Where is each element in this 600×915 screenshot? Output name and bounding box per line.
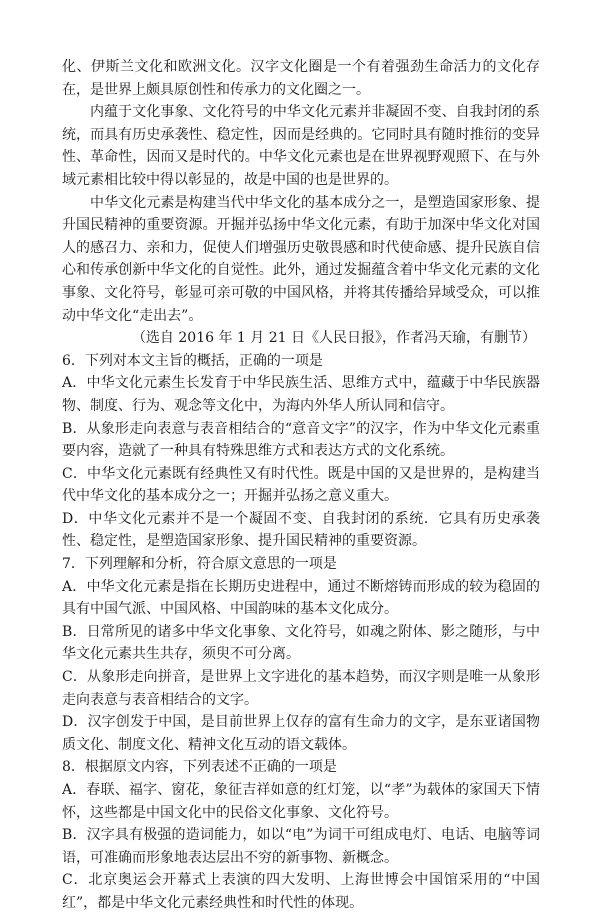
question-8-option-c: C．北京奥运会开幕式上表演的四大发明、上海世博会中国馆采用的“中国红”，都是中华文化元素经典性和时代性的体现。 (62, 872, 540, 911)
question-7 (62, 553, 540, 756)
passage-paragraph-2: 内蕴于文化事象、文化符号的中华文化元素并非凝固不变、自我封闭的系统，而具有历史承袭性、稳定性，因而是经典的。它同时具有随时推衍的变异性、革命性，因而又是时代的。中华文化元素也是在世界视野观照下、在与外域元素相比较中得以彰显的，故是中国的也是世界的。 (62, 104, 540, 188)
question-6-option-b: B．从象形走向表意与表音相结合的“意音文字”的汉字，作为中华文化元素重要内容，造就了一种具有特殊思维方式和表达方式的文化系统。 (62, 420, 540, 460)
question-stem: 6．下列对本文主旨的概括，正确的一项是 (62, 352, 323, 369)
passage-paragraph-1: 化、伊斯兰文化和欧洲文化。汉字文化圈是一个有着强劲生命活力的文化存在，是世界上颇具原创性和传承力的文化圈之一。 (62, 59, 540, 98)
question-6-option-d: D．中华文化元素并不是一个凝固不变、自我封闭的系统．它具有历史承袭性、稳定性，是塑造国家形象、提升国民精神的重要资源。 (62, 510, 540, 550)
passage (62, 56, 540, 350)
passage-paragraph-3: 中华文化元素是构建当代中华文化的基本成分之一，是塑造国家形象、提升国民精神的重要资源。开掘并弘扬中华文化元素，有助于加深中华文化对国人的感召力、亲和力，促使人们增强历史敬畏感和时代使命感、提升民族自信心和传承创新中华文化的自觉性。此外，通过发掘蕴含着中华文化元素的文化事象、文化符号，彰显可亲可敬的中国风格，并将其传播给异域受众，可以推动中华文化“走出去”。 (62, 194, 540, 324)
question-stem: 8．根据原文内容，下列表述不正确的一项是 (62, 759, 337, 776)
question-6-option-a: A．中华文化元素生长发育于中华民族生活、思维方式中，蕴藏于中华民族器物、制度、行为、观念等文化中，为海内外华人所认同和信守。 (62, 375, 540, 414)
question-8-option-b: B．汉字具有极强的造词能力，如以“电”为词干可组成电灯、电话、电脑等词语，可准确而形象地表达层出不穷的新事物、新概念。 (62, 827, 540, 866)
question-7-option-b: B．日常所见的诸多中华文化事象、文化符号，如魂之附体、影之随形，与中华文化元素共生共存，须臾不可分离。 (62, 623, 540, 663)
question-7-option-d: D．汉字创发于中国，是目前世界上仅存的富有生命力的文字，是东亚诸国物质文化、制度文化、精神文化互动的语文载体。 (62, 714, 540, 753)
question-8 (62, 756, 540, 914)
question-7-option-c: C．从象形走向拼音，是世界上文字进化的基本趋势，而汉字则是唯一从象形走向表意与表音相结合的文字。 (62, 669, 540, 708)
source-citation: （选自 2016 年 1 月 21 日《人民日报》，作者冯天瑜，有删节） (131, 330, 536, 347)
question-8-option-a: A．春联、福字、窗花，象征吉祥如意的红灯笼，以“孝”为载体的家国天下情怀，这些都是中国文化中的民俗文化事象、文化符号。 (62, 782, 540, 821)
question-7-option-a: A．中华文化元素是指在长期历史进程中，通过不断熔铸而形成的较为稳固的具有中国气派、中国风格、中国韵味的基本文化成分。 (62, 578, 540, 618)
question-6-option-c: C．中华文化元素既有经典性又有时代性。既是中国的又是世界的，是构建当代中华文化的基本成分之一；开掘并弘扬之意义重大。 (62, 465, 540, 505)
question-6 (62, 350, 540, 553)
question-stem: 7．下列理解和分析，符合原文意思的一项是 (62, 556, 337, 573)
